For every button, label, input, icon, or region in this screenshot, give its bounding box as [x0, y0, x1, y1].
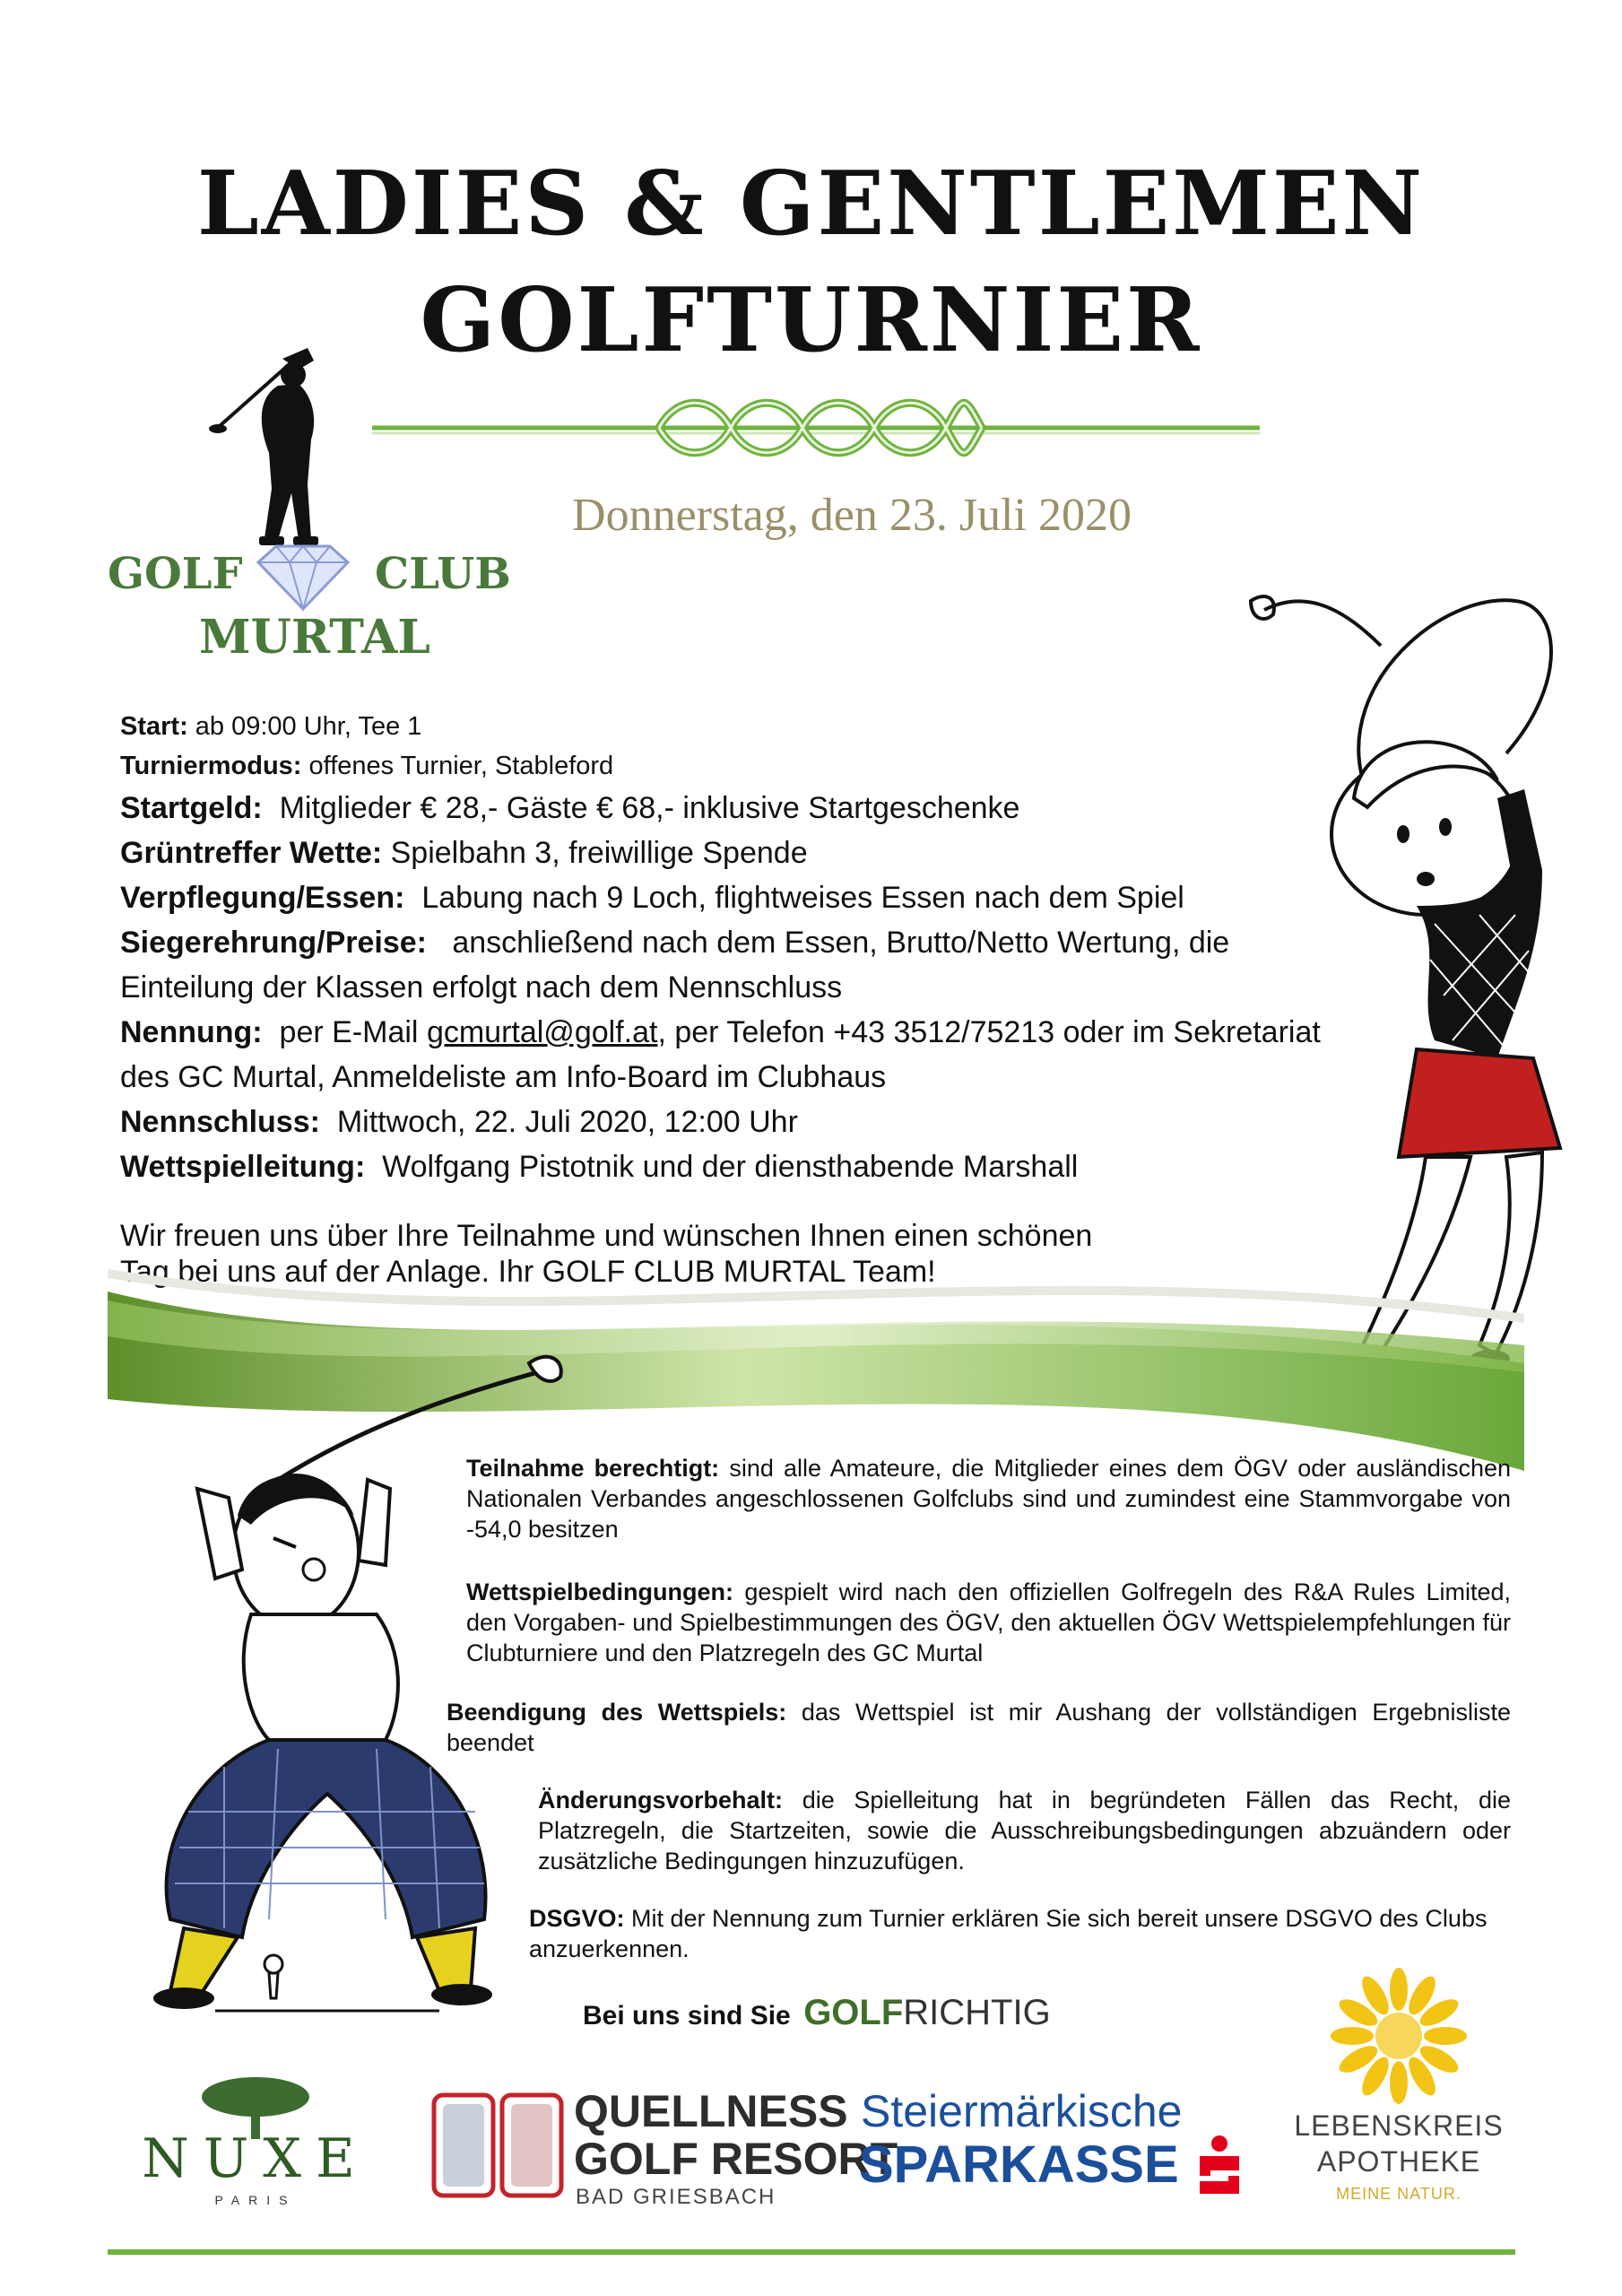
title-line-2: GOLFTURNIER: [420, 269, 1202, 372]
condition-bedingungen: [466, 1577, 1511, 1668]
quellness-crest-icon: [430, 2092, 565, 2199]
detail-leitung: [120, 1144, 1402, 1189]
condition-label: Teilnahme berechtigt:: [466, 1455, 720, 1482]
slogan-richtig: RICHTIG: [903, 1993, 1051, 2032]
condition-text: die Spielleitung hat in begründeten Fällen das Recht, die Platzregeln, die Startzeiten, sowie die Ausschreibungsbedingungen abzuändern oder zusätzliche Bedingungen hinzuzufügen.: [538, 1787, 1511, 1874]
welcome-line-1: Wir freuen uns über Ihre Teilnahme und wünschen Ihnen einen schönen: [120, 1219, 1093, 1253]
detail-label: Grüntreffer Wette:: [120, 836, 383, 870]
condition-text: sind alle Amateure, die Mitglieder eines dem ÖGV oder ausländischen Nationalen Verbandes angeschlossenen Golfclubs sind und zumindest eine Stammvorgabe von -54,0 besitzen: [466, 1455, 1511, 1543]
celtic-knot-divider: [372, 390, 1260, 462]
detail-startgeld: [120, 786, 1402, 831]
detail-label: Nennung:: [120, 1015, 263, 1049]
diamond-icon: [249, 543, 357, 613]
detail-preise: [120, 920, 1402, 965]
club-logo-club: CLUB: [375, 549, 511, 599]
detail-label: Nennschluss:: [120, 1105, 320, 1139]
condition-label: Änderungsvorbehalt:: [538, 1787, 784, 1813]
condition-text: Mit der Nennung zum Turnier erklären Sie sich bereit unsere DSGVO des Clubs anzuerkennen.: [529, 1905, 1488, 1962]
club-logo-murtal: MURTAL: [199, 610, 430, 665]
condition-text: gespielt wird nach den offiziellen Golfregeln des R&A Rules Limited, den Vorgaben- und Spielbestimmungen des ÖGV, den aktuellen ÖGV Wettspielempfehlungen für Clubturniere und den Platzregeln des GC Murtal: [466, 1578, 1511, 1666]
detail-label: Verpflegung/Essen:: [120, 881, 405, 915]
yellow-flower-icon: [1327, 1964, 1470, 2108]
sponsor-sparkasse-line2: SPARKASSE: [859, 2135, 1179, 2194]
sparkasse-s-icon: [1193, 2135, 1246, 2197]
sponsor-quellness-line1: QUELLNESS: [574, 2086, 848, 2136]
detail-label: Start:: [120, 712, 188, 741]
detail-value: anschließend nach dem Essen, Brutto/Netto Wertung, die: [452, 926, 1230, 960]
detail-value: per E-Mail: [279, 1015, 419, 1049]
title-line-1: LADIES & GENTLEMEN: [196, 152, 1426, 256]
detail-essen: [120, 875, 1402, 920]
detail-nennung-cont: des GC Murtal, Anmeldeliste am Info-Board im Clubhaus: [120, 1060, 887, 1094]
slogan-prefix: Bei uns sind Sie: [583, 2001, 791, 2031]
condition-teilnahme: [466, 1453, 1511, 1544]
email-link[interactable]: gcmurtal@golf.at: [426, 1015, 658, 1049]
detail-label: Wettspielleitung:: [120, 1150, 366, 1184]
welcome-line-2: Tag bei uns auf der Anlage. Ihr GOLF CLUB MURTAL Team!: [120, 1255, 936, 1289]
sponsor-apotheke-line1: LEBENSKREIS: [1294, 2109, 1504, 2142]
sponsor-nuxe-sub: PARIS: [214, 2193, 297, 2207]
condition-label: DSGVO:: [529, 1905, 625, 1932]
condition-dsgvo: [529, 1903, 1488, 1964]
detail-value: Mitglieder € 28,- Gäste € 68,- inklusive Startgeschenke: [279, 791, 1020, 825]
detail-value: offenes Turnier, Stableford: [308, 752, 614, 780]
bottom-divider: [108, 2249, 1515, 2255]
detail-label: Siegerehrung/Preise:: [120, 926, 428, 960]
detail-label: Turniermodus:: [120, 752, 302, 780]
sponsor-apotheke-line2: APOTHEKE: [1316, 2145, 1481, 2178]
detail-label: Startgeld:: [120, 791, 263, 825]
club-logo-golf: GOLF: [108, 549, 243, 599]
detail-value: Wolfgang Pistotnik und der diensthabende Marshall: [382, 1150, 1079, 1184]
detail-value: Mittwoch, 22. Juli 2020, 12:00 Uhr: [336, 1105, 798, 1139]
tournament-details: [120, 707, 1402, 1189]
sponsor-nuxe: NUXE: [142, 2127, 369, 2190]
condition-aenderung: [538, 1785, 1511, 1876]
detail-modus: [120, 746, 1402, 786]
sponsor-quellness-line3: BAD GRIESBACH: [576, 2185, 776, 2209]
condition-label: Beendigung des Wettspiels:: [447, 1699, 787, 1726]
golf-richtig-slogan: [583, 1993, 1051, 2033]
condition-label: Wettspielbedingungen:: [466, 1578, 733, 1605]
gentleman-golfer-illustration: [117, 1345, 583, 2018]
detail-value: ab 09:00 Uhr, Tee 1: [195, 712, 422, 741]
detail-nennung: [120, 1010, 1402, 1055]
condition-beendigung: [447, 1697, 1511, 1758]
golfer-silhouette-icon: [193, 332, 372, 565]
tournament-date: Donnerstag, den 23. Juli 2020: [572, 490, 1132, 541]
detail-preise-cont: Einteilung der Klassen erfolgt nach dem Nennschluss: [120, 970, 843, 1004]
condition-text: das Wettspiel ist mir Aushang der vollständigen Ergebnisliste beendet: [447, 1699, 1511, 1756]
detail-schluss: [120, 1100, 1402, 1144]
sponsor-sparkasse-line1: Steiermärkische: [861, 2086, 1183, 2136]
detail-value: Labung nach 9 Loch, flightweises Essen nach dem Spiel: [421, 881, 1184, 915]
slogan-golf: GOLF: [803, 1993, 904, 2032]
sponsor-apotheke-line3: MEINE NATUR.: [1336, 2185, 1462, 2203]
detail-value: , per Telefon +43 3512/75213 oder im Sekretariat: [657, 1015, 1321, 1049]
sponsor-quellness-line2: GOLF RESORT: [574, 2134, 898, 2184]
detail-start: [120, 707, 1402, 746]
detail-wette: [120, 831, 1402, 875]
detail-value: Spielbahn 3, freiwillige Spende: [390, 836, 808, 870]
